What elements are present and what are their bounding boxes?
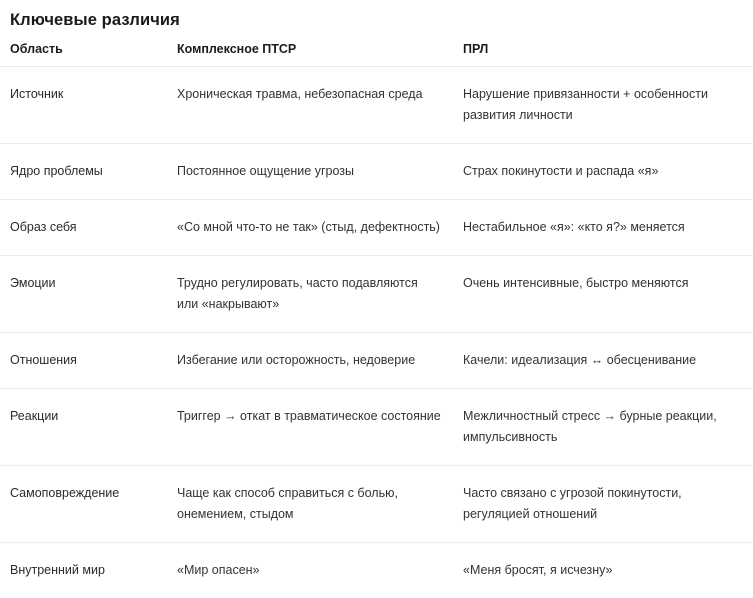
cell-cptsd: Чаще как способ справиться с болью, онемением, стыдом bbox=[177, 466, 463, 543]
table-header bbox=[0, 41, 753, 67]
table-row bbox=[0, 389, 753, 466]
cell-bpd: Очень интенсивные, быстро меняются bbox=[463, 256, 753, 333]
column-header-bpd: ПРЛ bbox=[463, 41, 753, 67]
cell-bpd: Нестабильное «я»: «кто я?» меняется bbox=[463, 200, 753, 256]
cell-cptsd: «Со мной что-то не так» (стыд, дефектность) bbox=[177, 200, 463, 256]
cell-cptsd: Триггер → откат в травматическое состояние bbox=[177, 389, 463, 466]
table-row bbox=[0, 144, 753, 200]
cell-area: Отношения bbox=[0, 333, 177, 389]
cell-area: Самоповреждение bbox=[0, 466, 177, 543]
cell-area: Источник bbox=[0, 67, 177, 144]
cell-area: Образ себя bbox=[0, 200, 177, 256]
table-row bbox=[0, 67, 753, 144]
cell-cptsd: Трудно регулировать, часто подавляются или «накрывают» bbox=[177, 256, 463, 333]
cell-cptsd: Избегание или осторожность, недоверие bbox=[177, 333, 463, 389]
cell-area: Внутренний мир bbox=[0, 543, 177, 598]
cell-bpd: Страх покинутости и распада «я» bbox=[463, 144, 753, 200]
page-title: Ключевые различия bbox=[0, 0, 753, 30]
comparison-table bbox=[0, 41, 753, 598]
cell-cptsd: «Мир опасен» bbox=[177, 543, 463, 598]
table-row bbox=[0, 466, 753, 543]
column-header-cptsd: Комплексное ПТСР bbox=[177, 41, 463, 67]
table-body bbox=[0, 67, 753, 598]
table-row bbox=[0, 543, 753, 598]
cell-bpd: «Меня бросят, я исчезну» bbox=[463, 543, 753, 598]
cell-cptsd: Постоянное ощущение угрозы bbox=[177, 144, 463, 200]
table-row bbox=[0, 256, 753, 333]
table-header-row bbox=[0, 41, 753, 67]
cell-cptsd: Хроническая травма, небезопасная среда bbox=[177, 67, 463, 144]
cell-area: Реакции bbox=[0, 389, 177, 466]
table-row bbox=[0, 200, 753, 256]
cell-area: Ядро проблемы bbox=[0, 144, 177, 200]
cell-bpd: Нарушение привязанности + особенности развития личности bbox=[463, 67, 753, 144]
cell-bpd: Качели: идеализация ↔ обесценивание bbox=[463, 333, 753, 389]
table-row bbox=[0, 333, 753, 389]
column-header-area: Область bbox=[0, 41, 177, 67]
cell-area: Эмоции bbox=[0, 256, 177, 333]
cell-bpd: Межличностный стресс → бурные реакции, импульсивность bbox=[463, 389, 753, 466]
cell-bpd: Часто связано с угрозой покинутости, регуляцией отношений bbox=[463, 466, 753, 543]
